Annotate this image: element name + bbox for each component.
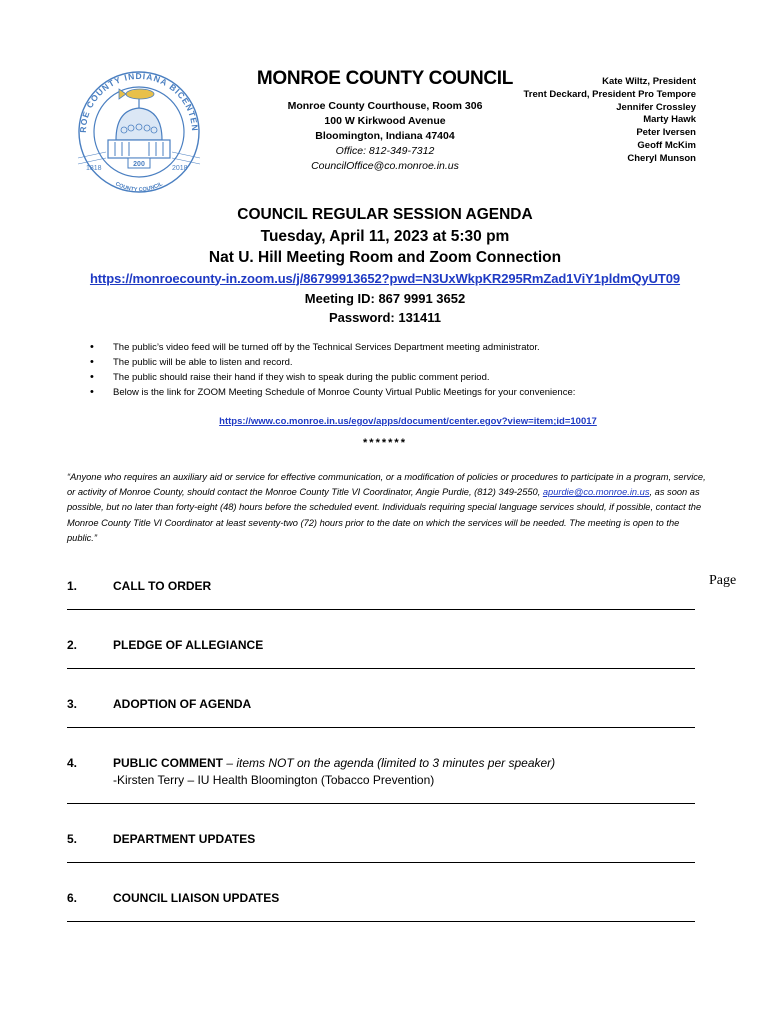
- address-line-2: 100 W Kirkwood Avenue: [324, 115, 446, 127]
- agenda-location: Nat U. Hill Meeting Room and Zoom Connection: [208, 249, 562, 266]
- list-item: • Below is the link for ZOOM Meeting Schedule of Monroe County Virtual Public Meetings for your convenience:: [90, 385, 575, 400]
- member-name: Cheryl Munson: [627, 152, 696, 164]
- meeting-id: Meeting ID: 867 9991 3652: [304, 290, 466, 306]
- page-label: Page: [709, 573, 737, 588]
- public-instructions-list: [90, 340, 575, 400]
- item-title: PLEDGE OF ALLEGIANCE: [113, 638, 264, 652]
- agenda-items: [67, 578, 695, 949]
- svg-text:MONROE COUNTY INDIANA BICENTEN: ROE COUNTY INDIANA BICENTEN: [77, 70, 201, 134]
- list-item: • The public will be able to listen and record.: [90, 355, 575, 370]
- svg-text:2018: 2018: [172, 165, 188, 172]
- item-description: – items NOT on the agenda (limited to 3 minutes per speaker): [223, 756, 556, 770]
- agenda-item: [67, 831, 695, 863]
- separator-stars: *******: [363, 437, 407, 449]
- member-name: Trent Deckard, President Pro Tempore: [523, 88, 696, 100]
- address-line-1: Monroe County Courthouse, Room 306: [287, 100, 483, 112]
- member-name: Geoff McKim: [637, 139, 696, 151]
- agenda-title: COUNCIL REGULAR SESSION AGENDA: [237, 206, 533, 223]
- zoom-meeting-link[interactable]: https://monroecounty-in.zoom.us/j/86799913652?pwd=N3UxWkpKR295RmZad1ViY1pldmQyUT09: [89, 270, 681, 286]
- svg-text:200: 200: [133, 161, 145, 168]
- item-title: COUNCIL LIAISON UPDATES: [113, 891, 280, 905]
- item-number: 3.: [67, 697, 78, 711]
- agenda-date: Tuesday, April 11, 2023 at 5:30 pm: [260, 227, 510, 245]
- svg-text:1818: 1818: [86, 165, 102, 172]
- county-seal-logo: [64, 68, 214, 196]
- divider-line: [67, 727, 695, 728]
- agenda-heading: [0, 204, 770, 327]
- item-number: 5.: [67, 832, 78, 846]
- office-phone: Office: 812-349-7312: [335, 145, 435, 157]
- member-name: Peter Iversen: [636, 127, 696, 139]
- agenda-item: [67, 755, 695, 804]
- coordinator-email-link[interactable]: apurdie@co.monroe.in.us: [542, 487, 650, 498]
- notice-text-part-1: “Anyone who requires an auxiliary aid or service for effective communication, or a modification of policies or procedures to participate in a program, service, or activity of Monroe County, should contact the Monroe County Title VI Coordinator, Angie Purdie, (812) 349-2550,: [67, 472, 706, 498]
- item-number: 4.: [67, 756, 78, 770]
- council-header: [250, 68, 520, 174]
- divider-line: [67, 921, 695, 922]
- item-title: DEPARTMENT UPDATES: [113, 832, 256, 846]
- item-number: 2.: [67, 638, 78, 652]
- list-item: • The public’s video feed will be turned off by the Technical Services Department meeting administrator.: [90, 340, 575, 355]
- office-email: CouncilOffice@co.monroe.in.us: [311, 160, 459, 172]
- svg-text:COUNTY COUNCIL: COUNTY COUNCIL: [114, 181, 164, 194]
- list-item: • The public should raise their hand if they wish to speak during the public comment period.: [90, 370, 575, 385]
- agenda-item: [67, 890, 695, 922]
- meeting-password: Password: 131411: [328, 309, 442, 325]
- divider-line: [67, 609, 695, 610]
- seal-graphic: [64, 68, 214, 196]
- member-name: Jennifer Crossley: [616, 101, 696, 113]
- divider-line: [67, 803, 695, 804]
- agenda-item: [67, 696, 695, 728]
- agenda-item: [67, 578, 695, 610]
- meeting-schedule-link[interactable]: https://www.co.monroe.in.us/egov/apps/document/center.egov?view=item;id=10017: [219, 416, 597, 427]
- address-line-3: Bloomington, Indiana 47404: [315, 130, 455, 142]
- item-title: ADOPTION OF AGENDA: [113, 697, 252, 711]
- item-title: PUBLIC COMMENT: [113, 756, 223, 770]
- member-name: Marty Hawk: [643, 114, 696, 126]
- council-members-list: [524, 76, 696, 166]
- accessibility-notice: [67, 470, 707, 546]
- notice-text-part-2: , as soon as possible, but no later than forty-eight (48) hours before the scheduled event. Individuals requiring special language services should, if possible, contact the Monroe County Title VI Coordinator at least seventy-two (72) hours prior to the date on which the services will be needed. The meeting is open to the public.”: [67, 487, 702, 543]
- item-title: CALL TO ORDER: [113, 579, 212, 593]
- council-title: MONROE COUNTY COUNCIL: [256, 68, 514, 89]
- item-number: 1.: [67, 579, 78, 593]
- item-number: 6.: [67, 891, 78, 905]
- member-name: Kate Wiltz, President: [602, 76, 696, 87]
- divider-line: [67, 862, 695, 863]
- divider-line: [67, 668, 695, 669]
- agenda-item: [67, 637, 695, 669]
- item-speaker: -Kirsten Terry – IU Health Bloomington (Tobacco Prevention): [113, 773, 435, 787]
